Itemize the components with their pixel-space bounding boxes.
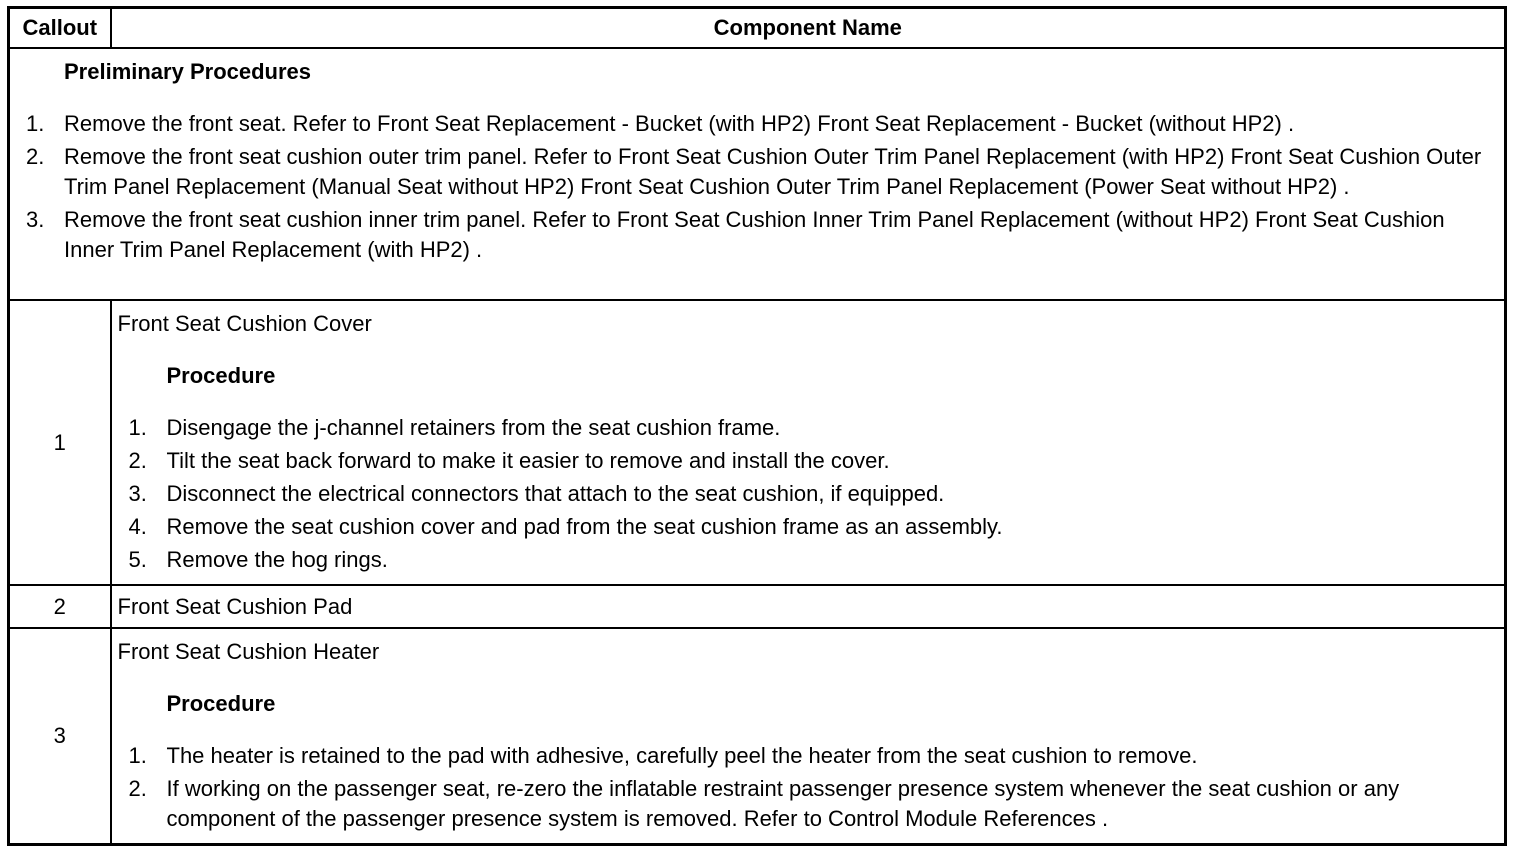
step-number: 3. xyxy=(26,207,45,232)
procedure-label: Procedure xyxy=(166,691,276,716)
step-number: 1. xyxy=(128,415,147,440)
step-number: 2. xyxy=(26,144,45,169)
component-name: Front Seat Cushion Heater xyxy=(117,639,380,664)
procedure-block xyxy=(118,689,1499,834)
procedure-steps xyxy=(123,413,1499,575)
step-text: Tilt the seat back forward to make it easier to remove and install the cover. xyxy=(166,448,890,473)
step-text: If working on the passenger seat, re-zero the inflatable restraint passenger presence system whenever the seat cushion or any component of the passenger presence system is removed. Refer to Control Module References . xyxy=(166,776,1400,831)
table-row xyxy=(9,628,1506,845)
step-number: 2. xyxy=(128,448,147,473)
list-item xyxy=(123,446,1499,476)
header-row xyxy=(9,8,1506,49)
list-item xyxy=(20,142,1494,202)
step-number: 2. xyxy=(128,776,147,801)
step-text: Remove the front seat cushion outer trim panel. Refer to Front Seat Cushion Outer Trim Panel Replacement (with HP2) Front Seat Cushion Outer Trim Panel Replacement (Manual Seat without HP2) Front Seat Cushion Outer Trim Panel Replacement (Power Seat without HP2) . xyxy=(64,144,1482,199)
list-item xyxy=(123,512,1499,542)
step-text: Remove the front seat. Refer to Front Seat Replacement - Bucket (with HP2) Front Seat Replacement - Bucket (without HP2) . xyxy=(64,111,1295,136)
preliminary-steps xyxy=(20,109,1494,265)
callout-number: 1 xyxy=(9,300,111,585)
component-name: Front Seat Cushion Pad xyxy=(117,593,353,619)
callout-number: 3 xyxy=(9,628,111,845)
list-item xyxy=(123,774,1499,834)
component-name-header: Component Name xyxy=(111,8,1506,49)
preliminary-title: Preliminary Procedures xyxy=(64,59,312,84)
list-item xyxy=(20,205,1494,265)
table-row xyxy=(9,300,1506,585)
component-cell xyxy=(111,300,1506,585)
step-text: Disengage the j-channel retainers from the seat cushion frame. xyxy=(166,415,781,440)
step-number: 5. xyxy=(128,547,147,572)
step-text: Disconnect the electrical connectors that attach to the seat cushion, if equipped. xyxy=(166,481,945,506)
step-text: Remove the hog rings. xyxy=(166,547,388,572)
preliminary-row xyxy=(9,48,1506,300)
list-item xyxy=(20,109,1494,139)
step-text: Remove the seat cushion cover and pad from the seat cushion frame as an assembly. xyxy=(166,514,1003,539)
table-row xyxy=(9,585,1506,628)
component-cell xyxy=(111,585,1506,628)
step-text: Remove the front seat cushion inner trim panel. Refer to Front Seat Cushion Inner Trim Panel Replacement (without HP2) Front Seat Cushion Inner Trim Panel Replacement (with HP2) . xyxy=(64,207,1445,262)
list-item xyxy=(123,413,1499,443)
step-number: 1. xyxy=(26,111,45,136)
procedure-label: Procedure xyxy=(166,363,276,388)
step-text: The heater is retained to the pad with adhesive, carefully peel the heater from the seat cushion to remove. xyxy=(166,743,1198,768)
procedure-table xyxy=(7,6,1507,846)
procedure-steps xyxy=(123,741,1499,834)
step-number: 4. xyxy=(128,514,147,539)
component-cell xyxy=(111,628,1506,845)
callout-number: 2 xyxy=(9,585,111,628)
list-item xyxy=(123,545,1499,575)
preliminary-cell xyxy=(9,48,1506,300)
step-number: 1. xyxy=(128,743,147,768)
step-number: 3. xyxy=(128,481,147,506)
list-item xyxy=(123,479,1499,509)
procedure-block xyxy=(118,361,1499,575)
callout-header: Callout xyxy=(9,8,111,49)
list-item xyxy=(123,741,1499,771)
component-name: Front Seat Cushion Cover xyxy=(117,311,372,336)
